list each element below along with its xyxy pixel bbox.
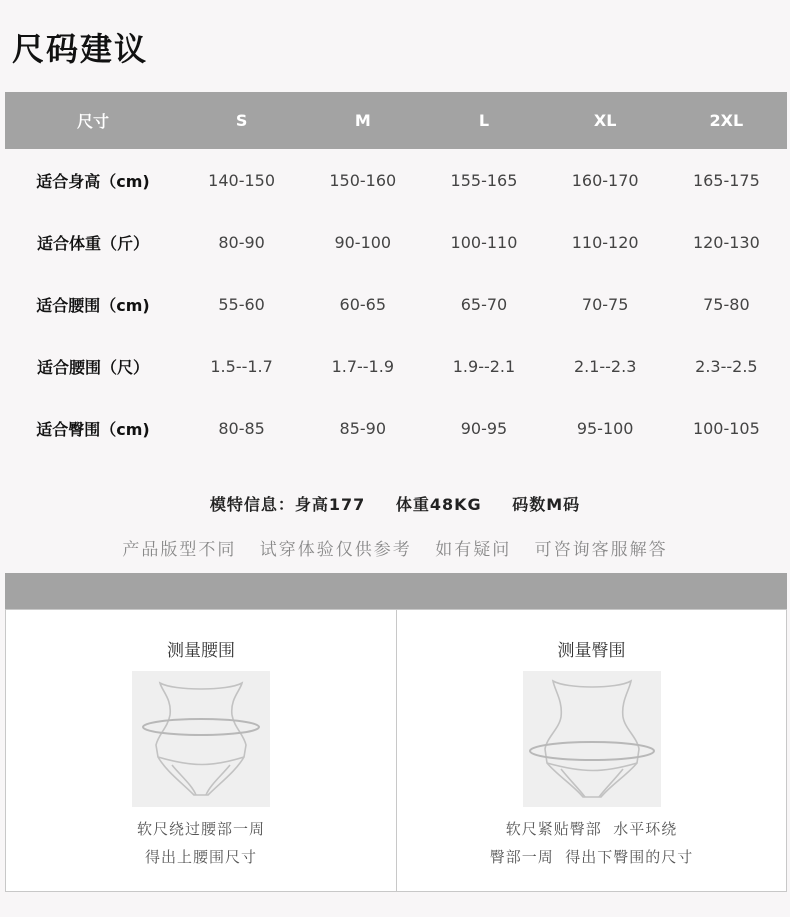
waist-measure-panel — [5, 609, 397, 892]
table-cell: 2.1--2.3 — [573, 356, 637, 376]
row-label: 适合臀围（cm) — [36, 419, 150, 439]
table-row — [5, 335, 787, 397]
waist-measure-desc-line1: 软尺绕过腰部一周 — [136, 820, 265, 838]
table-cell: 155-165 — [450, 170, 518, 190]
hip-measure-illustration-icon — [523, 671, 661, 807]
row-label: 适合腰围（尺） — [36, 357, 149, 377]
table-cell: 55-60 — [218, 294, 265, 314]
row-label: 适合腰围（cm) — [36, 295, 150, 315]
table-cell: 90-95 — [460, 418, 508, 438]
model-weight: 体重48KG — [395, 495, 482, 514]
page-title: 尺码建议 — [12, 30, 149, 68]
waist-measure-title: 测量腰围 — [167, 641, 235, 661]
header-s: S — [235, 111, 248, 130]
size-chart-table — [5, 92, 787, 459]
table-cell: 85-90 — [339, 418, 387, 438]
disclaimer — [0, 535, 790, 560]
header-size: 尺寸 — [76, 112, 109, 131]
table-cell: 165-175 — [692, 170, 760, 190]
header-2xl: 2XL — [709, 111, 744, 130]
hip-measure-desc-line2: 臀部一周 得出下臀围的尺寸 — [489, 848, 694, 866]
disclaimer-part: 产品版型不同 — [122, 540, 237, 560]
table-cell: 120-130 — [692, 232, 760, 252]
table-cell: 100-105 — [692, 418, 760, 438]
model-size: 码数M码 — [512, 495, 581, 514]
measure-section-bar — [5, 573, 787, 609]
table-cell: 150-160 — [329, 170, 397, 190]
table-cell: 1.5--1.7 — [210, 356, 273, 376]
table-row — [5, 149, 787, 211]
table-row — [5, 273, 787, 335]
disclaimer-part: 如有疑问 — [435, 540, 512, 560]
header-xl: XL — [593, 111, 617, 130]
header-l: L — [478, 111, 490, 130]
disclaimer-part: 可咨询客服解答 — [534, 540, 668, 560]
row-label: 适合身高（cm) — [36, 171, 150, 191]
table-cell: 70-75 — [581, 294, 629, 314]
table-cell: 2.3--2.5 — [695, 356, 758, 376]
table-cell: 1.7--1.9 — [331, 356, 394, 376]
row-label: 适合体重（斤） — [36, 233, 149, 253]
model-info — [0, 492, 790, 515]
hip-measure-desc-line1: 软尺紧贴臀部 水平环绕 — [505, 820, 678, 838]
model-height: 身高177 — [294, 495, 366, 514]
header-m: M — [354, 111, 371, 130]
table-cell: 80-85 — [218, 418, 265, 438]
table-cell: 95-100 — [576, 418, 634, 438]
waist-measure-desc-line2: 得出上腰围尺寸 — [144, 848, 257, 866]
table-row — [5, 211, 787, 273]
disclaimer-part: 试穿体验仅供参考 — [259, 540, 412, 560]
hip-measure-title: 测量臀围 — [557, 641, 626, 661]
table-cell: 110-120 — [571, 232, 639, 252]
table-cell: 65-70 — [460, 294, 508, 314]
model-info-prefix: 模特信息： — [209, 495, 295, 514]
table-cell: 1.9--2.1 — [452, 356, 516, 376]
hip-measure-panel — [396, 609, 787, 892]
table-row — [5, 397, 787, 459]
waist-measure-illustration-icon — [132, 671, 270, 807]
table-cell: 100-110 — [450, 232, 518, 252]
table-cell: 80-90 — [218, 232, 265, 252]
table-cell: 90-100 — [334, 232, 392, 252]
table-cell: 75-80 — [703, 294, 750, 314]
table-cell: 140-150 — [208, 170, 276, 190]
table-cell: 60-65 — [339, 294, 387, 314]
table-cell: 160-170 — [571, 170, 639, 190]
table-header-row — [5, 92, 787, 149]
